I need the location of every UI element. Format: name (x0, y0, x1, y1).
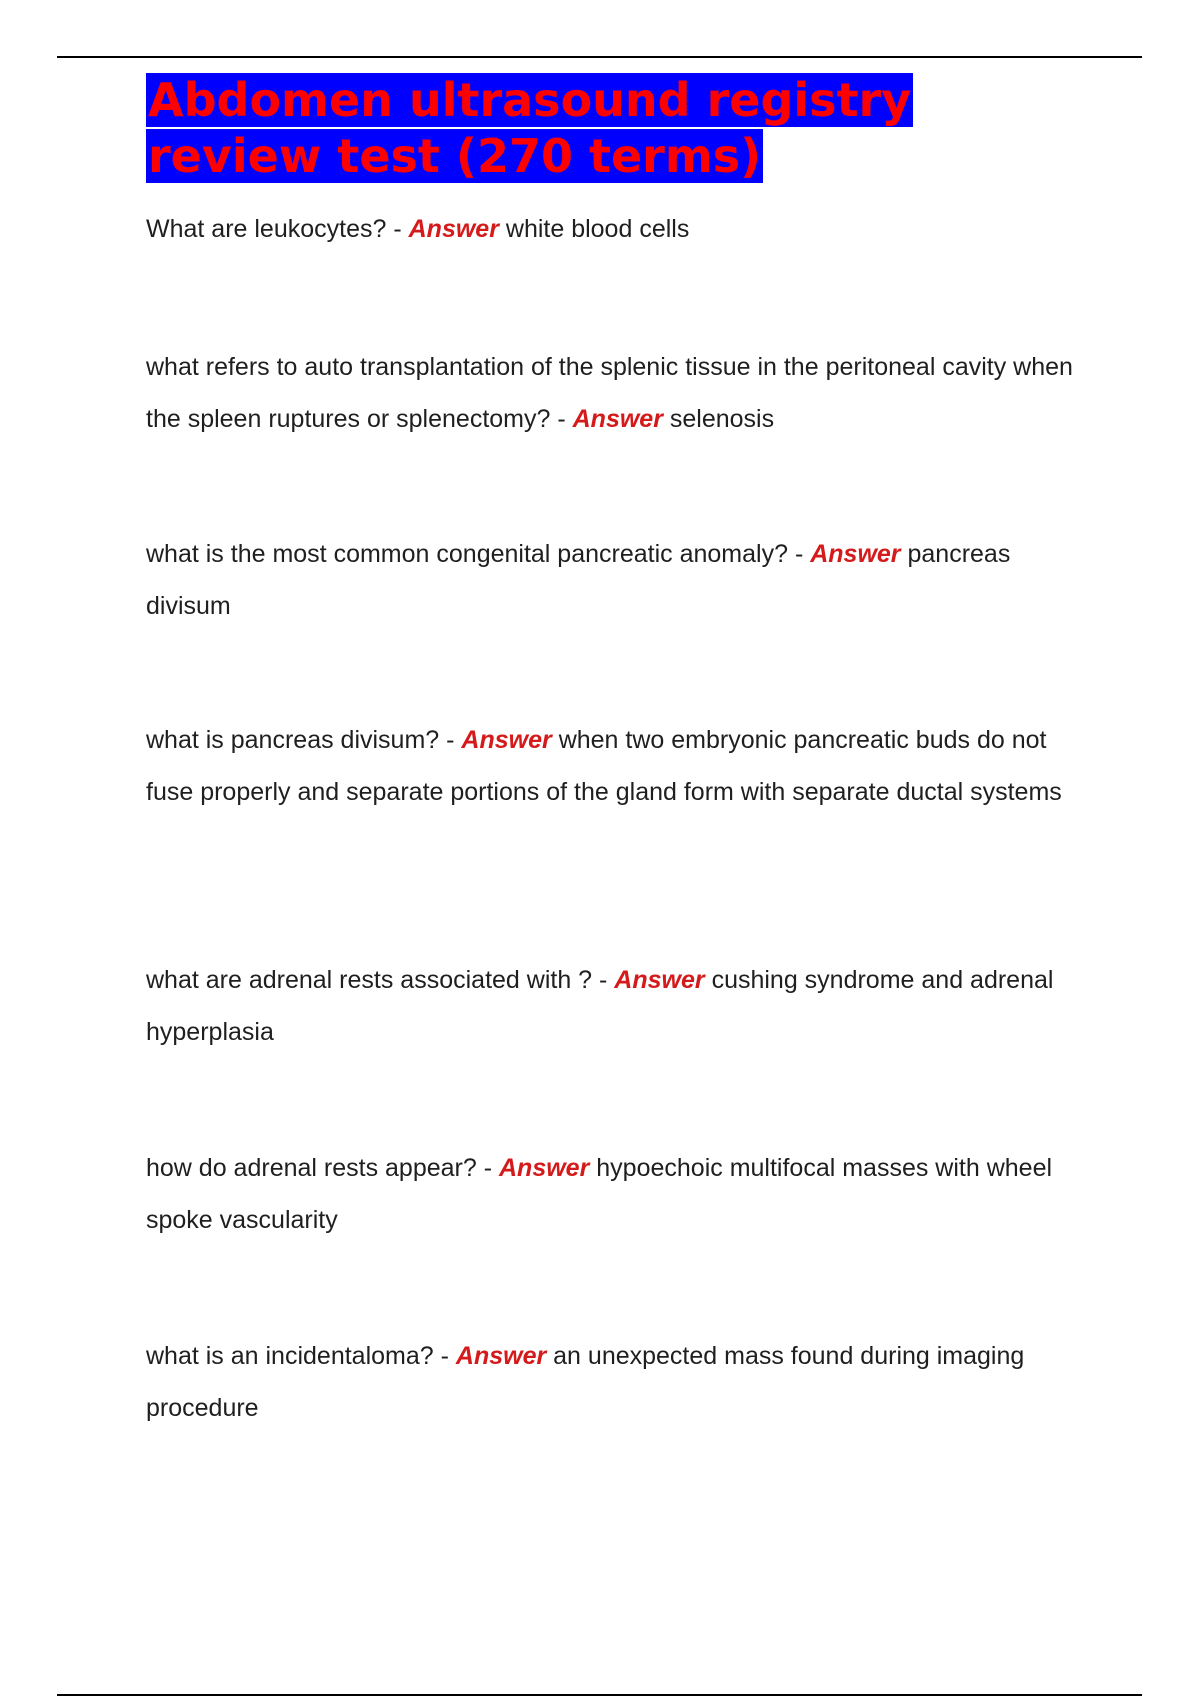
separator: - (788, 540, 811, 568)
answer-text: hypoechoic multifocal masses with wheel spoke vascularity (146, 1154, 1053, 1234)
answer-label: Answer (461, 726, 552, 754)
answer-text: pancreas divisum (146, 540, 1011, 620)
answer-label: Answer (499, 1154, 590, 1182)
separator: - (433, 1342, 456, 1370)
qa-entry-7 (146, 1330, 1096, 1434)
answer-label: Answer (408, 215, 499, 243)
answer-label: Answer (455, 1342, 547, 1370)
question-text: What are leukocytes? (146, 215, 387, 243)
title-line-2: review test (270 terms) (148, 129, 762, 183)
question-text: what refers to auto transplantation of the splenic tissue in the peritoneal cavity when the spleen ruptures or splenectomy? (146, 353, 1073, 433)
separator: - (439, 726, 462, 754)
question-text: what are adrenal rests associated with ? (146, 966, 593, 994)
qa-entry-5 (146, 954, 1096, 1058)
answer-text: an unexpected mass found during imaging procedure (146, 1342, 1025, 1422)
separator: - (386, 215, 409, 243)
answer-text: when two embryonic pancreatic buds do not fuse properly and separate portions of the gland form with separate ductal systems (146, 726, 1062, 806)
top-rule (57, 56, 1142, 58)
bottom-rule (57, 1694, 1142, 1696)
qa-entry-3 (146, 528, 1096, 632)
separator: - (476, 1154, 499, 1182)
separator: - (592, 966, 615, 994)
answer-text: selenosis (669, 405, 775, 433)
qa-entry-4 (146, 714, 1096, 818)
qa-entry-1 (146, 203, 1096, 255)
qa-entry-2 (146, 341, 1096, 445)
answer-label: Answer (810, 540, 901, 568)
answer-label: Answer (614, 966, 705, 994)
title-line-1: Abdomen ultrasound registry (148, 73, 912, 127)
answer-text: cushing syndrome and adrenal hyperplasia (146, 966, 1054, 1046)
question-text: how do adrenal rests appear? (146, 1154, 477, 1182)
qa-entry-6 (146, 1142, 1096, 1246)
answer-text: white blood cells (505, 215, 690, 243)
separator: - (550, 405, 573, 433)
answer-label: Answer (572, 405, 663, 433)
question-text: what is an incidentaloma? (146, 1342, 434, 1370)
question-text: what is the most common congenital pancreatic anomaly? (146, 540, 788, 568)
question-text: what is pancreas divisum? (146, 726, 440, 754)
document-title (146, 72, 1046, 184)
